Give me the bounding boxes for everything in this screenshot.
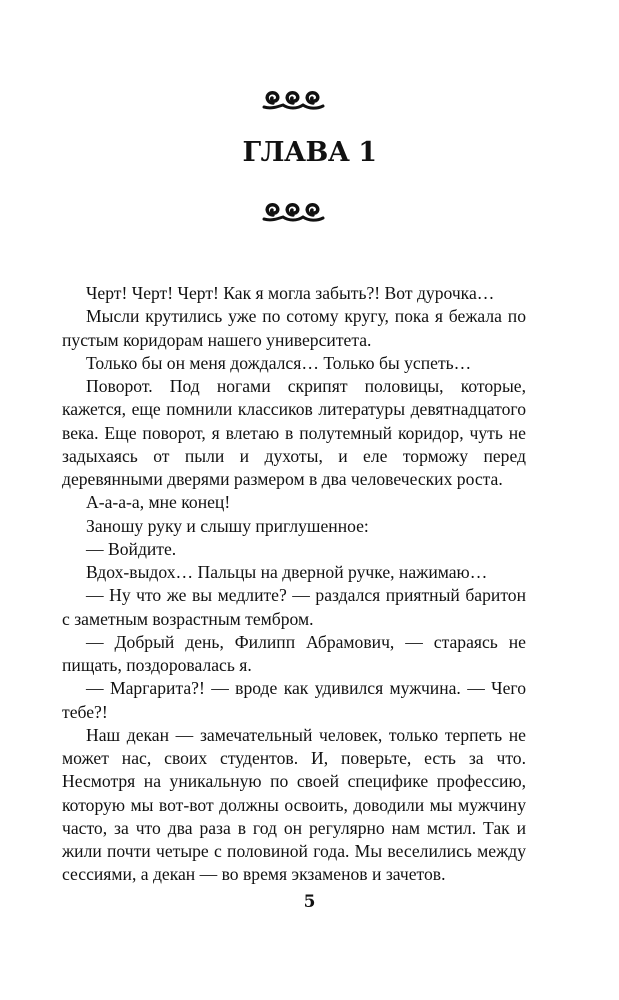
paragraph: — Добрый день, Филипп Абрамович, — стараясь не пищать, поздоровалась я.: [62, 631, 526, 675]
paragraph: Мысли крутились уже по сотому кругу, пока я бежала по пустым коридорам нашего университета.: [62, 306, 526, 350]
paragraph: — Маргарита?! — вроде как удивился мужчина. — Чего тебе?!: [62, 678, 526, 722]
paragraph: Заношу руку и слышу приглушенное:: [86, 515, 369, 536]
paragraph: Поворот. Под ногами скрипят половицы, которые, кажется, еще помнили классиков литературы девятнадцатого века. Еще поворот, я влетаю в полутемный коридор, чуть не задыхаясь от пыли и духоты, и еле торможу перед деревянными дверями размером в два человеческих роста.: [62, 376, 526, 489]
paragraph: А-а-а-а, мне конец!: [86, 492, 231, 513]
paragraph: Наш декан — замечательный человек, только терпеть не может нас, своих студентов. И, поверьте, есть за что. Несмотря на уникальную по своей специфике профессию, которую мы вот-вот должны освоить, доводили мы мужчину часто, за что два раза в год он регулярно нам мстил. Так и жили почти четыре с половиной года. Мы веселились между сессиями, а декан — во время экзаменов и зачетов.: [62, 724, 526, 885]
page-number: 5: [303, 892, 316, 912]
paragraph: Вдох-выдох… Пальцы на дверной ручке, нажимаю…: [86, 562, 488, 582]
paragraph: — Войдите.: [86, 538, 177, 559]
swirl-ornament-bottom-icon: [259, 198, 327, 224]
swirl-ornament-top-icon: [259, 86, 327, 112]
paragraph: — Ну что же вы медлите? — раздался приятный баритон с заметным возрастным тембром.: [62, 585, 526, 629]
chapter-body: [62, 282, 526, 887]
paragraph: Черт! Черт! Черт! Как я могла забыть?! Вот дурочка…: [86, 283, 495, 303]
paragraph: Только бы он меня дождался… Только бы успеть…: [86, 352, 472, 373]
chapter-title: ГЛАВА 1: [242, 137, 377, 168]
